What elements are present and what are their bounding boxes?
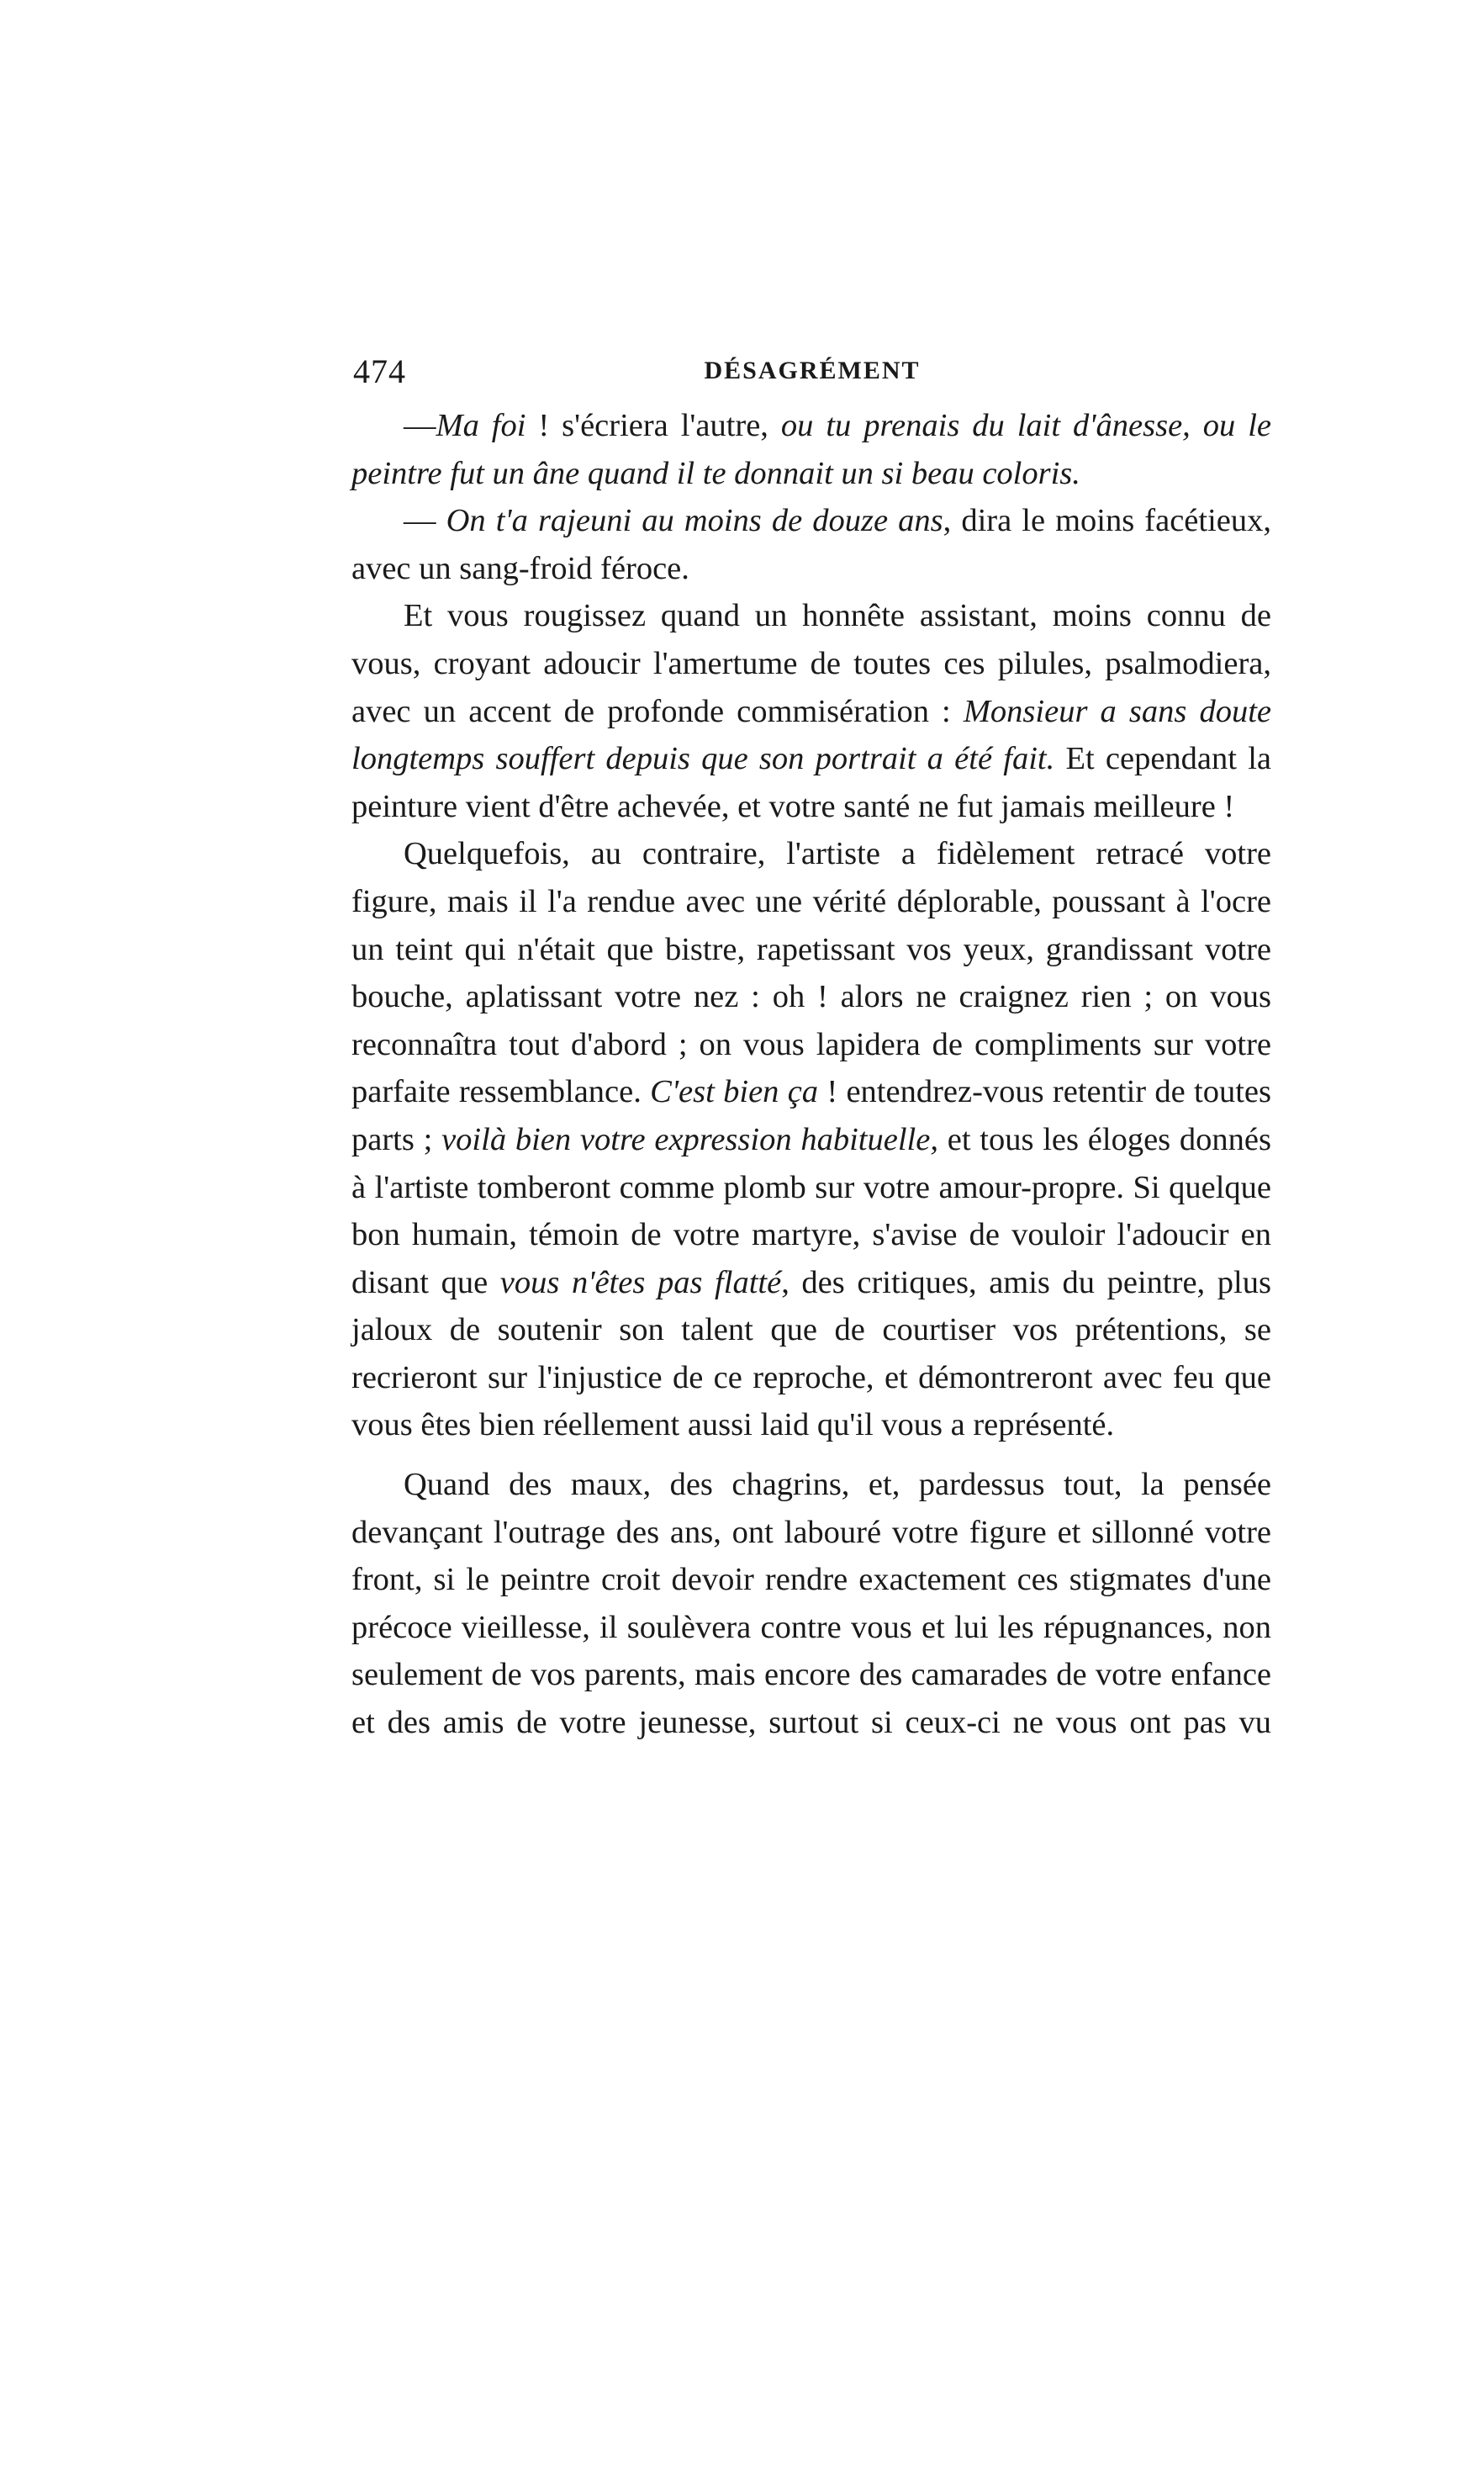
page-header bbox=[353, 352, 1271, 402]
text-span: Quand des maux, des chagrins, et, pardessus tout, la pensée devançant l'outrage des ans, ont labouré votre figure et sillonné votre front, si le peintre croit devoir rendre exactement ces stigmates d'une précoce vieillesse, il soulèvera contre vous et lui les répugnances, non seulement de vos parents, mais encore des camarades de votre enfance et des amis de votre jeunesse, surtout si ceux-ci ne vous ont pas vu bbox=[351, 1467, 1271, 1741]
text-span: — bbox=[404, 408, 436, 443]
italic-span: voilà bien votre expression habituelle, bbox=[441, 1121, 938, 1157]
text-span: Quelquefois, au contraire, l'artiste a fidèlement retracé votre figure, mais il l'a rendue avec une vérité déplorable, poussant à l'ocre un teint qui n'était que bistre, rapetissant vos yeux, grandissant votre bouche, aplatissant votre nez : oh ! alors ne craignez rien ; on vous reconnaîtra tout d'abord ; on vous lapidera de compliments sur votre parfaite ressemblance. bbox=[351, 836, 1271, 1110]
paragraph bbox=[351, 402, 1271, 497]
text-span: — bbox=[404, 503, 446, 539]
running-title: DÉSAGRÉMENT bbox=[704, 357, 921, 384]
text-span: Et cependant la peinture vient d'être achevée, et votre santé ne fut jamais meilleure ! bbox=[351, 741, 1271, 824]
body-text bbox=[351, 402, 1271, 1747]
italic-span: Monsieur a sans doute longtemps souffert depuis que son portrait a été fait. bbox=[351, 693, 1271, 777]
italic-span: vous n'êtes pas flatté bbox=[499, 1264, 782, 1300]
text-span: Et vous rougissez quand un honnête assistant, moins connu de vous, croyant adoucir l'amertume de toutes ces pilules, psalmodiera, avec un accent de profonde commisération : bbox=[351, 598, 1271, 729]
italic-span: ou tu prenais du lait d'ânesse, ou le peintre fut un âne quand il te donnait un si beau coloris. bbox=[351, 408, 1271, 491]
paragraph bbox=[351, 830, 1271, 1449]
page-number: 474 bbox=[353, 352, 406, 390]
text-span: , dira le moins facétieux, avec un sang-froid féroce. bbox=[351, 503, 1271, 586]
italic-span: C'est bien ça bbox=[650, 1074, 819, 1110]
italic-span: On t'a rajeuni au moins de douze ans bbox=[446, 503, 943, 539]
paragraph bbox=[351, 1461, 1271, 1747]
text-span: ! entendrez-vous retentir de toutes parts ; bbox=[351, 1074, 1271, 1157]
paragraph bbox=[351, 497, 1271, 592]
text-span: ! s'écriera l'autre, bbox=[525, 408, 781, 443]
italic-span: Ma foi bbox=[436, 408, 526, 443]
paragraph bbox=[351, 592, 1271, 830]
text-span: et tous les éloges donnés à l'artiste tomberont comme plomb sur votre amour-propre. Si quelque bon humain, témoin de votre martyre, s'avise de vouloir l'adoucir en disant que bbox=[351, 1121, 1271, 1300]
text-span: , des critiques, amis du peintre, plus jaloux de soutenir son talent que de courtiser vos prétentions, se recrieront sur l'injustice de ce reproche, et démontreront avec feu que vous êtes bien réellement aussi laid qu'il vous a représenté. bbox=[351, 1264, 1271, 1443]
